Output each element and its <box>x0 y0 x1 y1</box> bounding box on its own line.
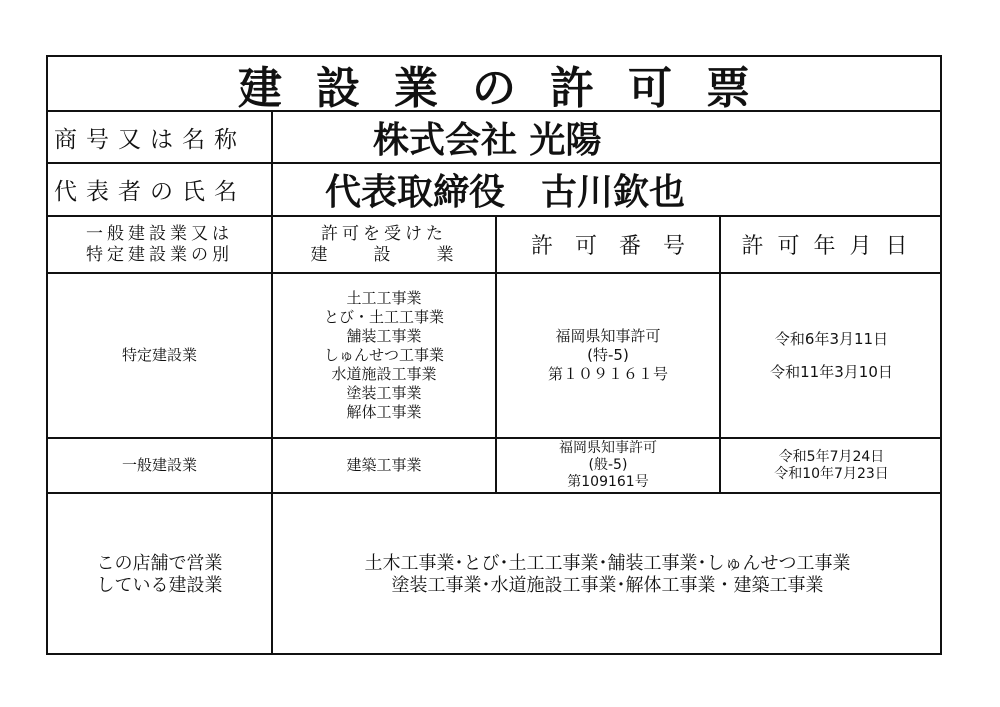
header-works <box>271 217 495 272</box>
permit-end-date: 令和11年3月10日 <box>770 362 893 381</box>
trade-name-value: 株式会社 光陽 <box>271 112 942 162</box>
ippan-row <box>48 439 940 494</box>
store-label-line1: この店舗で営業 <box>96 552 223 574</box>
permit-start-date: 令和6年3月11日 <box>774 329 889 348</box>
store-works-line2: 塗装工事業･水道施設工事業･解体工事業・建築工事業 <box>391 574 824 596</box>
permit-type: (特-5) <box>587 346 629 364</box>
ippan-category: 一般建設業 <box>121 456 197 474</box>
ippan-works: 建築工事業 <box>271 439 495 492</box>
permit-end-date: 令和10年7月23日 <box>774 465 889 482</box>
tokutei-work-item: しゅんせつ工事業 <box>323 346 444 364</box>
permit-start-date: 令和5年7月24日 <box>778 448 885 465</box>
tokutei-works <box>271 274 495 437</box>
permit-sign <box>46 55 942 655</box>
title-row <box>48 57 940 112</box>
tokutei-work-item: 解体工事業 <box>346 403 422 421</box>
permit-type: (般-5) <box>588 457 628 473</box>
header-works-line2: 建 設 業 <box>310 244 458 265</box>
ippan-dates <box>719 439 942 492</box>
store-works <box>271 494 942 655</box>
store-works-line1: 土木工事業･とび･土工工事業･舗装工事業･しゅんせつ工事業 <box>364 552 851 574</box>
header-category-line2: 特定建設業の別 <box>86 244 233 265</box>
permit-authority: 福岡県知事許可 <box>559 440 657 456</box>
permit-number: 第109161号 <box>567 474 649 490</box>
tokutei-permit-number <box>495 274 719 437</box>
tokutei-category: 特定建設業 <box>121 346 197 364</box>
trade-name-label: 商号又は名称 <box>54 126 246 153</box>
tokutei-work-item: 塗装工事業 <box>346 384 422 402</box>
tokutei-dates <box>719 274 942 437</box>
header-category-line1: 一般建設業又は <box>86 223 233 244</box>
tokutei-row <box>48 274 940 439</box>
store-row <box>48 494 940 655</box>
ippan-permit-number <box>495 439 719 492</box>
trade-name-row <box>48 112 940 164</box>
store-label-line2: している建設業 <box>96 574 223 596</box>
permit-number: 第１０９１６１号 <box>547 365 668 383</box>
tokutei-work-item: とび・土工工事業 <box>323 308 444 326</box>
header-permit-number: 許 可 番 号 <box>495 217 719 272</box>
tokutei-work-item: 舗装工事業 <box>346 327 422 345</box>
permit-authority: 福岡県知事許可 <box>555 327 661 345</box>
representative-label: 代表者の氏名 <box>54 179 246 205</box>
representative-row <box>48 164 940 217</box>
store-label <box>48 494 271 655</box>
header-category <box>48 217 271 272</box>
header-permit-date: 許可年月日 <box>719 217 942 272</box>
table-header-row <box>48 217 940 274</box>
sign-title: 建設業の許可票 <box>238 62 784 114</box>
representative-value: 代表取締役 古川欽也 <box>271 164 942 215</box>
header-works-line1: 許可を受けた <box>321 223 447 244</box>
tokutei-work-item: 水道施設工事業 <box>331 365 437 383</box>
tokutei-work-item: 土工工事業 <box>346 289 422 307</box>
